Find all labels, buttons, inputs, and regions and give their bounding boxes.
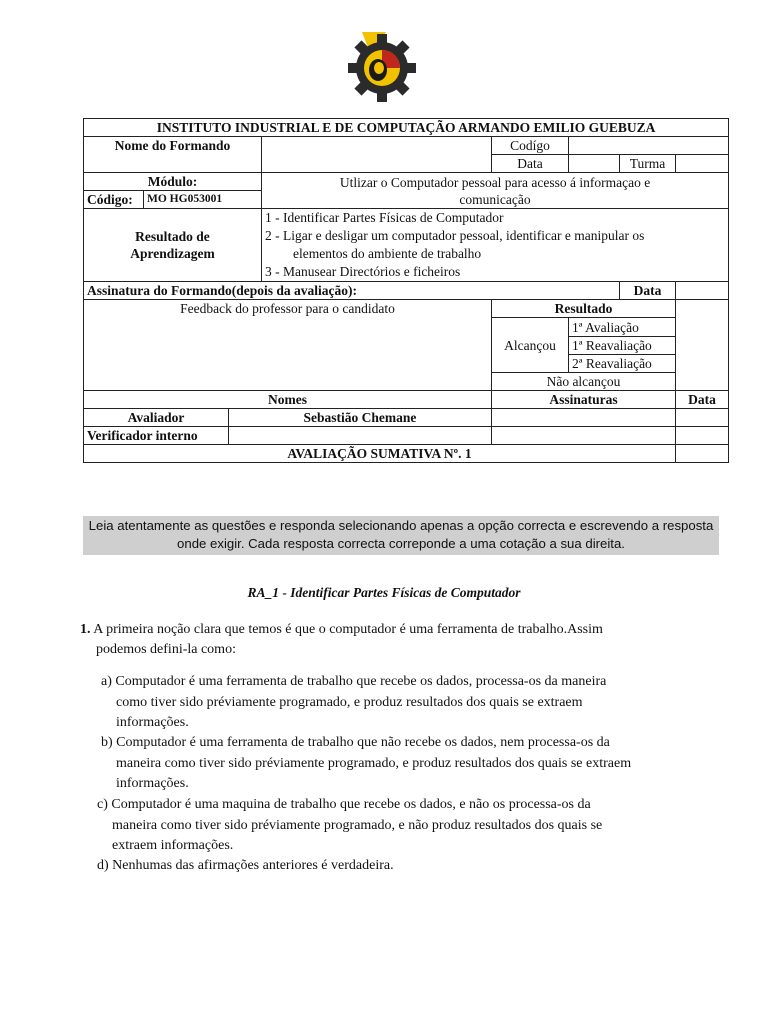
avaliador-name: Sebastião Chemane: [229, 409, 492, 427]
resultado-header: Resultado: [492, 300, 676, 318]
assinaturas-header: Assinaturas: [492, 391, 676, 409]
verificador-data-field[interactable]: [676, 427, 729, 445]
option-a-line2: como tiver sido préviamente programado, e produz resultados dos quais se extraem: [116, 694, 583, 710]
turma-field[interactable]: [676, 155, 729, 173]
form-header-table: [83, 118, 729, 463]
learning-outcome-3: 3 - Manusear Directórios e ficheiros: [265, 264, 461, 279]
data-assinatura-field[interactable]: [676, 282, 729, 300]
option-b-line2: maneira como tiver sido préviamente programado, e produz resultados dos quais se extraem: [116, 755, 632, 771]
modulo-title: [262, 173, 729, 209]
learning-outcome-2b: elementos do ambiente de trabalho: [293, 246, 482, 261]
institute-name: INSTITUTO INDUSTRIAL E DE COMPUTAÇÃO ARMANDO EMILIO GUEBUZA: [84, 119, 729, 137]
learning-outcomes: [262, 209, 729, 282]
turma-label: Turma: [620, 155, 676, 173]
modulo-title-line2: comunicação: [459, 191, 531, 207]
codigo-modulo-label: Código:: [84, 191, 144, 209]
question-text-line2: podemos defini-la como:: [96, 642, 236, 657]
codigo-label: Codígo: [492, 137, 569, 155]
question-number: 1.: [80, 622, 91, 637]
codigo-field[interactable]: [569, 137, 729, 155]
option-a-line3: informações.: [116, 715, 189, 730]
instructions-box: [83, 516, 719, 555]
resultado-label-line2: Aprendizagem: [130, 246, 215, 261]
instructions-line1: Leia atentamente as questões e responda selecionando apenas a opção correcta e escrevendo a resposta: [88, 518, 714, 533]
alcancou-label: Alcançou: [492, 318, 569, 373]
avaliador-assinatura-field[interactable]: [492, 409, 676, 427]
option-d-line1: d) Nenhumas das afirmações anteriores é verdadeira.: [97, 858, 394, 873]
institute-logo-icon: [342, 28, 422, 108]
instructions-line2: onde exigir. Cada resposta correcta correponde a uma cotação a sua direita.: [177, 536, 625, 551]
option-a[interactable]: [101, 672, 606, 734]
feedback-label: Feedback do professor para o candidato: [84, 300, 492, 391]
assinatura-formando-label: Assinatura do Formando(depois da avaliação):: [84, 282, 620, 300]
learning-outcome-1: 1 - Identificar Partes Físicas de Computador: [265, 210, 504, 225]
nome-formando-field[interactable]: [262, 137, 492, 173]
option-c[interactable]: [97, 795, 602, 857]
verificador-name-field[interactable]: [229, 427, 492, 445]
learning-outcome-2a: 2 - Ligar e desligar um computador pessoal, identificar e manipular os: [265, 228, 645, 243]
section-title: RA_1 - Identificar Partes Físicas de Computador: [247, 585, 521, 600]
modulo-label: Módulo:: [84, 173, 262, 191]
option-b[interactable]: [101, 733, 631, 795]
data-header: Data: [676, 391, 729, 409]
option-c-line1: c) Computador é uma maquina de trabalho que recebe os dados, e não os processa-os da: [97, 797, 591, 812]
option-a-line1: a) Computador é uma ferramenta de trabalho que recebe os dados, processa-os da maneira: [101, 674, 607, 689]
avaliacao-sumativa-title: AVALIAÇÃO SUMATIVA Nº. 1: [84, 445, 676, 463]
verificador-assinatura-field[interactable]: [492, 427, 676, 445]
question-text-line1: A primeira noção clara que temos é que o computador é uma ferramenta de trabalho.Assim: [93, 622, 603, 637]
modulo-title-line1: Utlizar o Computador pessoal para acesso á informaçao e: [339, 174, 651, 190]
resultado-side-cell: [676, 300, 729, 391]
option-c-line3: extraem informações.: [112, 838, 234, 853]
question-1: [80, 620, 692, 660]
option-d[interactable]: [97, 856, 394, 877]
avaliacao-1[interactable]: 1ª Avaliação: [569, 318, 676, 337]
option-b-line3: informações.: [116, 776, 189, 791]
nomes-header: Nomes: [84, 391, 492, 409]
reavaliacao-2[interactable]: 2ª Reavaliação: [569, 355, 676, 373]
data-assinatura-label: Data: [620, 282, 676, 300]
avaliador-label: Avaliador: [84, 409, 229, 427]
avaliador-data-field[interactable]: [676, 409, 729, 427]
data-label: Data: [492, 155, 569, 173]
verificador-label: Verificador interno: [84, 427, 229, 445]
resultado-label-line1: Resultado de: [135, 229, 210, 244]
nome-formando-label: Nome do Formando: [84, 137, 262, 173]
reavaliacao-1[interactable]: 1ª Reavaliação: [569, 337, 676, 355]
avaliacao-side-cell: [676, 445, 729, 463]
codigo-modulo-value: MO HG053001: [144, 191, 262, 209]
nao-alcancou[interactable]: Não alcançou: [492, 373, 676, 391]
option-b-line1: b) Computador é uma ferramenta de trabalho que não recebe os dados, nem processa-os da: [101, 735, 610, 750]
data-field[interactable]: [569, 155, 620, 173]
resultado-aprendizagem-label: [84, 209, 262, 282]
option-c-line2: maneira como tiver sido préviamente programado, e não produz resultados dos quais se: [112, 817, 603, 833]
